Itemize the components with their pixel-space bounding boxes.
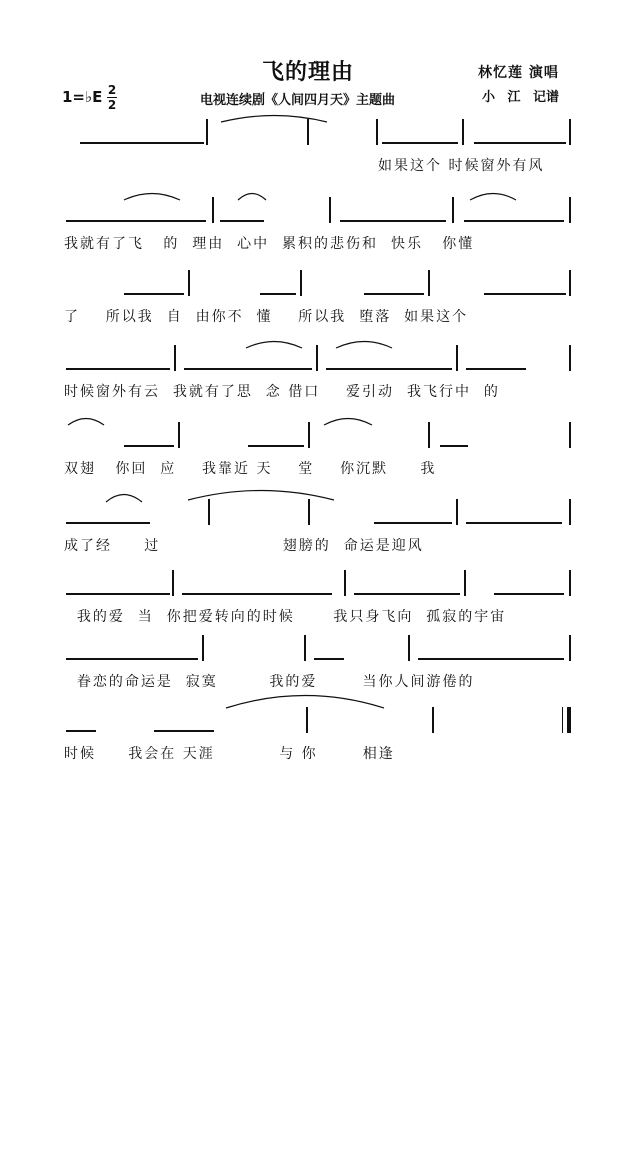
beam-line (466, 522, 562, 524)
lyrics-line: 双翅 你回 应 我靠近 天 堂 你沉默 我 (64, 461, 437, 477)
lyrics-line: 眷恋的命运是 寂寞 我的爱 当你人间游倦的 (64, 674, 475, 690)
barline (316, 345, 318, 371)
barline (569, 499, 571, 525)
barline (569, 570, 571, 596)
barline (569, 422, 571, 448)
barline (569, 119, 571, 145)
beam-line (440, 445, 468, 447)
barline (212, 197, 214, 223)
beam-line (314, 658, 344, 660)
beam-line (466, 368, 526, 370)
barline (304, 635, 306, 661)
barline (202, 635, 204, 661)
slur (236, 191, 268, 201)
barline (452, 197, 454, 223)
beam-line (66, 220, 206, 222)
barline (432, 707, 434, 733)
beam-line (66, 593, 170, 595)
barline (188, 270, 190, 296)
time-signature (107, 84, 117, 111)
barline (408, 635, 410, 661)
barline (306, 707, 308, 733)
barline (428, 422, 430, 448)
beam-line (374, 522, 452, 524)
beam-line (260, 293, 296, 295)
score-system-4 (64, 343, 574, 421)
slur (322, 416, 374, 426)
song-title: 飞的理由 (262, 60, 355, 85)
key-signature: 1=♭E (62, 88, 103, 106)
beam-line (184, 368, 312, 370)
barline (569, 635, 571, 661)
barline (178, 422, 180, 448)
barline (569, 197, 571, 223)
slur (468, 191, 518, 201)
beam-line (66, 730, 96, 732)
lyrics-line: 如果这个 时候窗外有风 (378, 158, 545, 174)
beam-line (124, 293, 184, 295)
barline (376, 119, 378, 145)
beam-line (154, 730, 214, 732)
barline (300, 270, 302, 296)
barline (329, 197, 331, 223)
barline (456, 345, 458, 371)
final-barline-thick (567, 707, 571, 733)
score-system-2 (64, 195, 574, 273)
slur (219, 113, 329, 123)
beam-line (182, 593, 332, 595)
beam-line (464, 220, 564, 222)
beam-line (494, 593, 564, 595)
lyrics-line: 我的爱 当 你把爱转向的时候 我只身飞向 孤寂的宇宙 (64, 609, 507, 625)
score-system-1 (64, 117, 574, 195)
score-system-9 (64, 705, 574, 783)
time-denominator: 2 (107, 98, 117, 112)
time-numerator: 2 (107, 83, 117, 97)
lyrics-line: 了 所以我 自 由你不 懂 所以我 堕落 如果这个 (64, 309, 469, 325)
lyrics-line: 我就有了飞 的 理由 心中 累积的悲伤和 快乐 你懂 (64, 236, 475, 252)
slur (66, 416, 106, 426)
beam-line (248, 445, 304, 447)
barline (308, 499, 310, 525)
beam-line (80, 142, 204, 144)
beam-line (124, 445, 174, 447)
score-system-3 (64, 268, 574, 346)
barline (174, 345, 176, 371)
beam-line (66, 368, 170, 370)
notation-line (64, 705, 574, 735)
score-system-6 (64, 497, 574, 575)
beam-line (474, 142, 566, 144)
barline (344, 570, 346, 596)
lyrics-line: 时候 我会在 天涯 与 你 相逢 (64, 746, 395, 762)
lyrics-line: 时候窗外有云 我就有了思 念 借口 爱引动 我飞行中 的 (64, 384, 500, 400)
slur (334, 339, 394, 349)
beam-line (418, 658, 564, 660)
beam-line (66, 658, 198, 660)
lyrics-line: 成了经 过 翅膀的 命运是迎风 (64, 538, 424, 554)
barline (208, 499, 210, 525)
slur (224, 691, 386, 709)
subtitle: 电视连续剧《人间四月天》主题曲 (200, 93, 396, 108)
slur (104, 491, 144, 503)
performer-credit: 林忆莲 演唱 (478, 65, 559, 81)
barline (428, 270, 430, 296)
beam-line (326, 368, 452, 370)
slur (244, 339, 304, 349)
barline (456, 499, 458, 525)
beam-line (66, 522, 150, 524)
barline (569, 345, 571, 371)
final-barline-thin (562, 707, 563, 733)
barline (308, 422, 310, 448)
beam-line (220, 220, 264, 222)
barline (172, 570, 174, 596)
slur (186, 487, 336, 501)
beam-line (340, 220, 446, 222)
beam-line (354, 593, 460, 595)
barline (569, 270, 571, 296)
beam-line (364, 293, 424, 295)
barline (462, 119, 464, 145)
barline (464, 570, 466, 596)
beam-line (382, 142, 458, 144)
barline (206, 119, 208, 145)
slur (122, 191, 182, 201)
beam-line (484, 293, 566, 295)
transcriber-credit: 小 江 记谱 (482, 90, 560, 105)
